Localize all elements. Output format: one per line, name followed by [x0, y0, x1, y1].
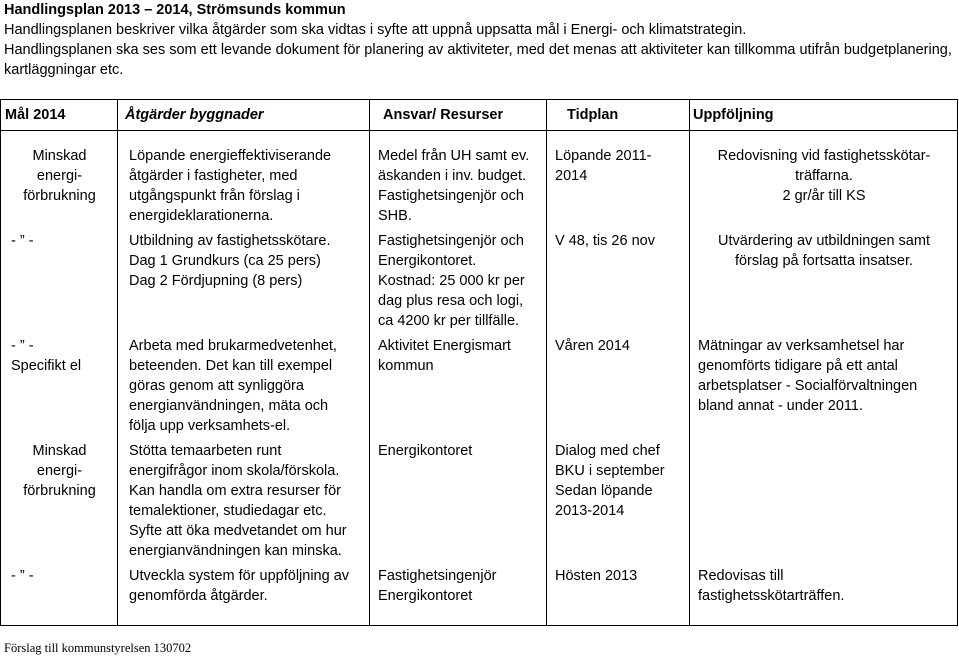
action-row-4 [129, 441, 369, 561]
responsible-line: Fastighetsingenjör [378, 568, 497, 584]
responsible-line: Kostnad: 25 000 kr per [378, 273, 525, 289]
actions-column [118, 131, 370, 626]
action-line: åtgärder i fastigheter, med [129, 168, 298, 184]
header-responsible: Ansvar/ Resurser [383, 107, 504, 123]
responsible-row-1 [378, 146, 546, 226]
goal-line: förbrukning [23, 483, 96, 499]
action-line: energifrågor inom skola/förskola. [129, 463, 340, 479]
action-line: utgångspunkt från förslag i [129, 188, 300, 204]
followup-line: genomförts tidigare på ett antal [698, 358, 898, 374]
header-followup-cell [690, 100, 958, 131]
goal-column [1, 131, 118, 626]
action-row-5 [129, 566, 369, 606]
action-row-3 [129, 336, 369, 436]
responsible-line: Energikontoret [378, 588, 473, 604]
schedule-row-3 [555, 336, 689, 356]
action-line: energideklarationerna. [129, 208, 274, 224]
schedule-line: V 48, tis 26 nov [555, 233, 655, 249]
followup-row-3 [698, 336, 957, 416]
header-actions-cell [118, 100, 370, 131]
followup-line: bland annat - under 2011. [698, 398, 864, 414]
action-line: energianvändningen kan minska. [129, 543, 342, 559]
followup-line: fastighetsskötarträffen. [698, 588, 845, 604]
action-line: göras genom att synliggöra [129, 378, 304, 394]
action-line: följa upp verksamhets-el. [129, 418, 291, 434]
followup-line: Redovisas till [698, 568, 784, 584]
responsible-line: SHB. [378, 208, 412, 224]
header-schedule-cell [547, 100, 690, 131]
goal-row-4 [1, 441, 118, 501]
header-goal-cell [1, 100, 118, 131]
followup-line: Utvärdering av utbildningen samt [718, 233, 930, 249]
schedule-row-1 [555, 146, 689, 186]
followup-row-1 [690, 146, 958, 206]
header-schedule: Tidplan [567, 107, 619, 123]
goal-row-5: - ” - [11, 568, 34, 584]
header-actions: Åtgärder byggnader [125, 107, 264, 123]
responsible-line: Medel från UH samt ev. [378, 148, 530, 164]
action-line: Arbeta med brukarmedvetenhet, [129, 338, 337, 354]
intro-paragraph-2: Handlingsplanen ska ses som ett levande dokument för planering av aktiviteter, med det menas att aktiviteter kan tillkomma utifrån budgetplanering, kartläggningar etc. [4, 42, 952, 78]
responsible-line: Fastighetsingenjör och [378, 188, 524, 204]
followup-line: Redovisning vid fastighetsskötar- [717, 148, 931, 164]
schedule-line: Dialog med chef [555, 443, 660, 459]
footer-note: Förslag till kommunstyrelsen 130702 [4, 641, 192, 655]
followup-line: förslag på fortsatta insatser. [734, 253, 914, 269]
table-header-row [1, 100, 958, 131]
responsible-row-2 [378, 231, 546, 331]
schedule-line: Löpande 2011- [555, 148, 652, 164]
action-line: temalektioner, studiedagar etc. [129, 503, 327, 519]
followup-line: Mätningar av verksamhetsel har [698, 338, 905, 354]
action-line: energianvändningen, mäta och [129, 398, 329, 414]
followup-line: 2 gr/år till KS [782, 188, 866, 204]
goal-line: Minskad [32, 148, 87, 164]
schedule-line: 2013-2014 [555, 503, 625, 519]
followup-row-2 [690, 231, 958, 271]
intro-text [4, 20, 954, 80]
goal-line: Specifikt el [11, 358, 82, 374]
schedule-line: Sedan löpande [555, 483, 653, 499]
table-body-row [1, 131, 958, 626]
responsible-row-4 [378, 441, 546, 461]
action-row-2 [129, 231, 369, 291]
action-line: Utveckla system för uppföljning av [129, 568, 350, 584]
responsible-line: dag plus resa och logi, [378, 293, 524, 309]
responsible-row-3 [378, 336, 546, 376]
schedule-line: 2014 [555, 168, 588, 184]
header-goal: Mål 2014 [5, 107, 66, 123]
header-followup: Uppföljning [693, 107, 774, 123]
followup-line: träffarna. [795, 168, 853, 184]
followup-column [690, 131, 958, 626]
schedule-line: Våren 2014 [555, 338, 630, 354]
action-line: genomförda åtgärder. [129, 588, 268, 604]
action-line: Dag 2 Fördjupning (8 pers) [129, 273, 303, 289]
schedule-row-2 [555, 231, 689, 251]
responsible-row-5 [378, 566, 546, 606]
responsible-line: kommun [378, 358, 434, 374]
goal-line: - ” - [11, 338, 34, 354]
schedule-column [547, 131, 690, 626]
action-row-1 [129, 146, 369, 226]
responsible-line: Fastighetsingenjör och [378, 233, 524, 249]
schedule-row-5 [555, 566, 689, 586]
schedule-row-4 [555, 441, 689, 521]
responsible-line: Energikontoret [378, 443, 473, 459]
action-line: beteenden. Det kan till exempel [129, 358, 333, 374]
goal-row-1 [1, 146, 118, 206]
goal-row-2: - ” - [11, 233, 34, 249]
followup-line: arbetsplatser - Socialförvaltningen [698, 378, 918, 394]
action-line: Stötta temaarbeten runt [129, 443, 282, 459]
action-plan-table [0, 99, 958, 626]
responsible-line: Energikontoret. [378, 253, 477, 269]
goal-line: energi- [36, 168, 83, 184]
responsible-line: äskanden i inv. budget. [378, 168, 527, 184]
followup-row-5 [698, 566, 957, 606]
header-responsible-cell [370, 100, 547, 131]
schedule-line: Hösten 2013 [555, 568, 638, 584]
responsible-column [370, 131, 547, 626]
action-line: Kan handla om extra resurser för [129, 483, 341, 499]
action-line: Utbildning av fastighetsskötare. [129, 233, 331, 249]
document-title: Handlingsplan 2013 – 2014, Strömsunds kommun [4, 2, 346, 18]
goal-line: Minskad [32, 443, 87, 459]
action-line: Löpande energieffektiviserande [129, 148, 332, 164]
goal-line: förbrukning [23, 188, 96, 204]
action-line: Dag 1 Grundkurs (ca 25 pers) [129, 253, 321, 269]
goal-line: energi- [36, 463, 83, 479]
goal-row-3 [1, 336, 111, 376]
schedule-line: BKU i september [555, 463, 665, 479]
responsible-line: ca 4200 kr per tillfälle. [378, 313, 520, 329]
responsible-line: Aktivitet Energismart [378, 338, 511, 354]
action-line: Syfte att öka medvetandet om hur [129, 523, 347, 539]
intro-paragraph-1: Handlingsplanen beskriver vilka åtgärder som ska vidtas i syfte att uppnå uppsatta mål i Energi- och klimatstrategin. [4, 22, 747, 38]
